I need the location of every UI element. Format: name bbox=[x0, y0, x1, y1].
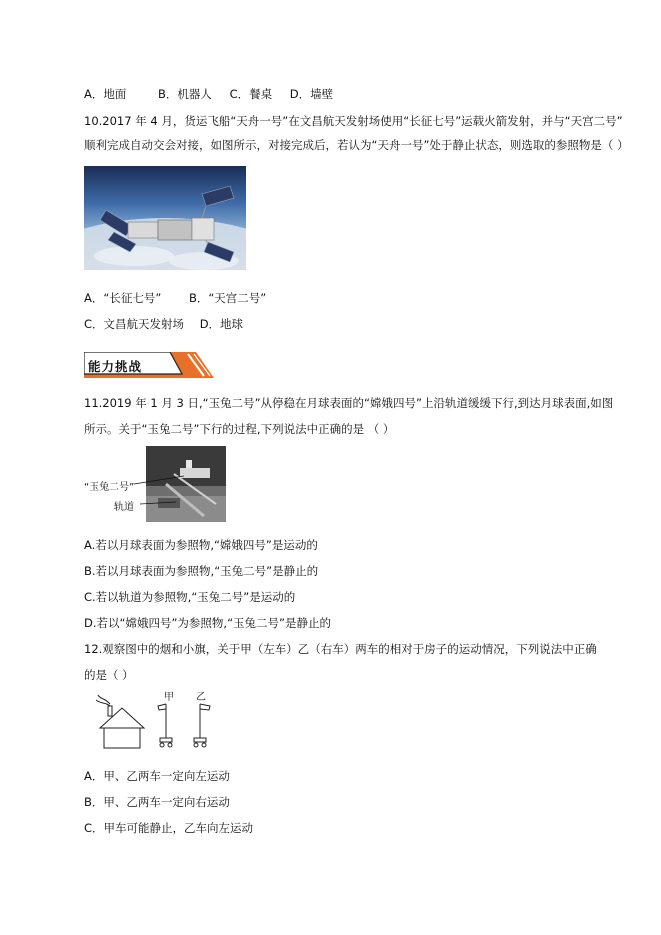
q12-option-b: B．甲、乙两车一定向右运动 bbox=[84, 795, 230, 809]
q11-text-line2: 所示。关于“玉兔二号”下行的过程,下列说法中正确的是 （ ） bbox=[84, 422, 395, 436]
section-title: 能力挑战 bbox=[88, 359, 143, 374]
q11-option-a: A.若以月球表面为参照物,“嫦娥四号”是运动的 bbox=[84, 538, 318, 552]
section-banner bbox=[84, 352, 214, 378]
q10-text-line2: 顺利完成自动交会对接，如图所示，对接完成后，若认为“天舟一号”处于静止状态，则选取的参照物是（ ） bbox=[84, 138, 629, 152]
q9-option-b: B．机器人 bbox=[158, 87, 212, 101]
q10-text-line1: 10.2017 年 4 月，货运飞船“天舟一号”在文昌航天发射场使用“长征七号”运载火箭发射，并与“天宫二号” bbox=[84, 114, 623, 128]
house-flags-drawing bbox=[96, 690, 226, 752]
house-flags-figure bbox=[96, 690, 226, 752]
q11-option-c: C.若以轨道为参照物,“玉兔二号”是运动的 bbox=[84, 590, 296, 604]
track-label: 轨道 bbox=[114, 502, 134, 513]
q9-option-d: D．墙壁 bbox=[289, 87, 334, 101]
q10-option-c: C．文昌航天发射场 bbox=[84, 317, 185, 331]
q11-option-d: D.若以“嫦娥四号”为参照物,“玉兔二号”是静止的 bbox=[84, 616, 331, 630]
lunar-rover-photo bbox=[84, 444, 230, 524]
q12-text-line2: 的是（ ） bbox=[84, 668, 134, 682]
q10-option-d: D．地球 bbox=[199, 317, 244, 331]
q11-option-b: B.若以月球表面为参照物,“玉兔二号”是静止的 bbox=[84, 564, 319, 578]
car-yi-label: 乙 bbox=[196, 692, 206, 703]
rover-label: “玉兔二号” bbox=[84, 482, 135, 493]
q12-option-a: A．甲、乙两车一定向左运动 bbox=[84, 769, 230, 783]
car-jia-label: 甲 bbox=[164, 692, 174, 703]
q9-option-a: A．地面 bbox=[84, 87, 127, 101]
space-station-illustration bbox=[84, 166, 246, 270]
space-station-image bbox=[84, 166, 246, 270]
lunar-rover-figure bbox=[84, 444, 230, 524]
q10-option-b: B．“天宫二号” bbox=[188, 291, 267, 305]
q9-options bbox=[84, 86, 333, 102]
q10-option-a: A．“长征七号” bbox=[84, 291, 162, 305]
q12-option-c: C．甲车可能静止，乙车向左运动 bbox=[84, 821, 254, 835]
q9-option-c: C．餐桌 bbox=[229, 87, 273, 101]
q11-text-line1: 11.2019 年 1 月 3 日,“玉兔二号”从停稳在月球表面的“嫦娥四号”上沿轨道缓缓下行,到达月球表面,如图 bbox=[84, 396, 614, 410]
q10-options-row2 bbox=[84, 316, 243, 332]
q10-options-row1 bbox=[84, 290, 266, 306]
q12-text-line1: 12.观察图中的烟和小旗，关于甲（左车）乙（右车）两车的相对于房子的运动情况，下列说法中正确 bbox=[84, 642, 597, 656]
